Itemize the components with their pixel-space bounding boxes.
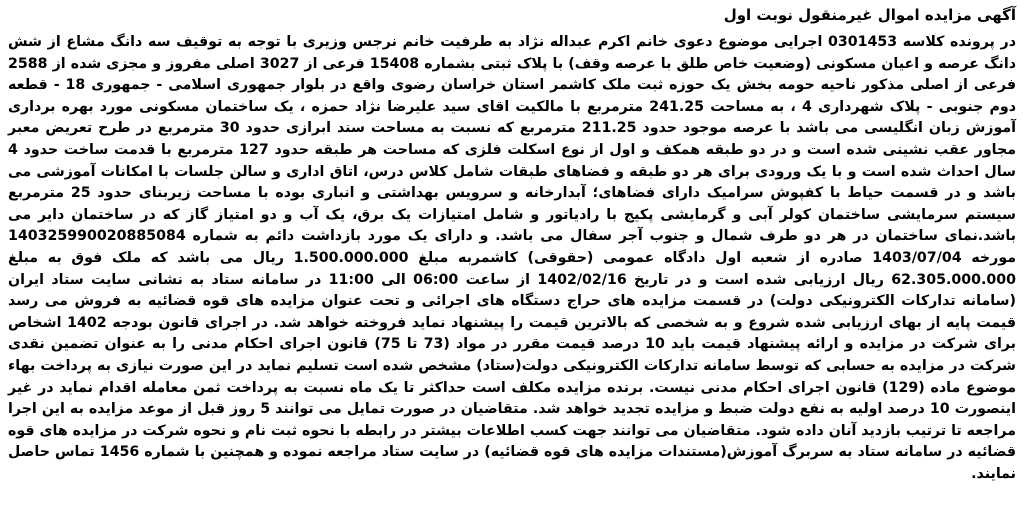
notice-title: آگهی مزایده اموال غیرمنقول نوبت اول (723, 6, 1016, 24)
notice-body: در پرونده کلاسه 0301453 اجرایی موضوع دعوی خانم اکرم عبداله نژاد به طرفیت خانم نرجس وزیری با توجه به توقیف سه دانگ مشاع از شش دانگ عرصه و اعیان مسکونی (وضعیت خاص طلق با عرصه وقف) با پلاک ثبتی بشماره 15408 فرعی از 3027 اصلی مفروز و مجزی شده از 2588 فرعی از اصلی مذکور ناحیه حومه بخش یک حوزه ثبت ملک کاشمر استان خراسان رضوی واقع در بلوار جمهوری اسلامی - جمهوری 18 - قطعه دوم جنوبی - پلاک شهرداری 4 ، به مساحت 241.25 مترمربع با مالکیت اقای سید علیرضا نژاد حمزه ، یک ساختمان مسکونی مورد بهره برداری آموزش زبان انگلیسی می باشد با عرصه موجود حدود 211.25 مترمربع که نسبت به مساحت سند ابرازی حدود 30 مترمربع در طرح تعریض معبر مجاور عقب نشینی شده است و در دو طبقه همکف و اول از نوع اسکلت فلزی که مساحت هر طبقه حدود 127 مترمربع با قدمت ساخت حدود 4 سال احداث شده است و با یک ورودی برای هر دو طبقه و فضاهای طبقات شامل کلاس درس، اتاق اداری و سالن جلسات با امکانات آموزشی می باشد و در قسمت حیاط با کفپوش سرامیک دارای فضاهای؛ آبدارخانه و سرویس بهداشتی و انباری بوده با مساحت زیربنای حدود 25 مترمربع سیستم سرمایشی ساختمان کولر آبی و گرمایشی پکیج با رادیاتور و شامل امتیازات یک برق، یک آب و دو امتیاز گاز که در ساختمان دایر می باشد.نمای ساختمان در هر دو طرف شمال و جنوب آجر سفال می باشد. و دارای یک مورد بازداشت دائم به شماره 140325990020885084 مورخه 1403/07/04 صادره از شعبه اول دادگاه عمومی (حقوقی) کاشمربه مبلغ 1.500.000.000 ریال می باشد که ملک فوق به مبلغ 62.305.000.000 ریال ارزیابی شده است و در تاریخ 1402/02/16 از ساعت 06:00 الی 11:00 در سامانه ستاد به نشانی سایت ستاد ایران (سامانه تدارکات الکترونیکی دولت) در قسمت مزایده های حراج دستگاه های اجرائی و تحت عنوان مزایده های قوه قضائیه به فروش می رسد قیمت پایه از بهای ارزیابی شده شروع و به شخصی که بالاترین قیمت را پیشنهاد نماید فروخته خواهد شد. در اجرای قانون بودجه 1402 اشخاص برای شرکت در مزایده و ارائه پیشنهاد قیمت باید 10 درصد قیمت مقرر در مواد (73 تا 75) قانون اجرای احکام مدنی را به عنوان تضمین نقدی شرکت در مزایده به حسابی که توسط سامانه تدارکات الکترونیکی دولت(ستاد) مشخص شده است تسلیم نماید در این صورت نیازی به پرداخت بهاء موضوع ماده (129) قانون اجرای احکام مدنی نیست. برنده مزایده مکلف است حداکثر تا یک ماه نسبت به پرداخت ثمن معامله اقدام نماید در غیر اینصورت 10 درصد اولیه به نفع دولت ضبط و مزایده تجدید خواهد شد. متقاضیان در صورت تمایل می توانند 5 روز قبل از موعد مزایده به این اجرا مراجعه تا ترتیب بازدید آنان داده شود. متقاضیان می توانند جهت کسب اطلاعات بیشتر در رابطه با نحوه ثبت نام و نحوه شرکت در مزایده های قوه قضائیه در سامانه ستاد به سربرگ آموزش(مستندات مزایده های قوه قضائیه) در سایت ستاد مراجعه نموده و همچنین با شماره 1456 تماس حاصل نمایند. (8, 34, 1017, 482)
